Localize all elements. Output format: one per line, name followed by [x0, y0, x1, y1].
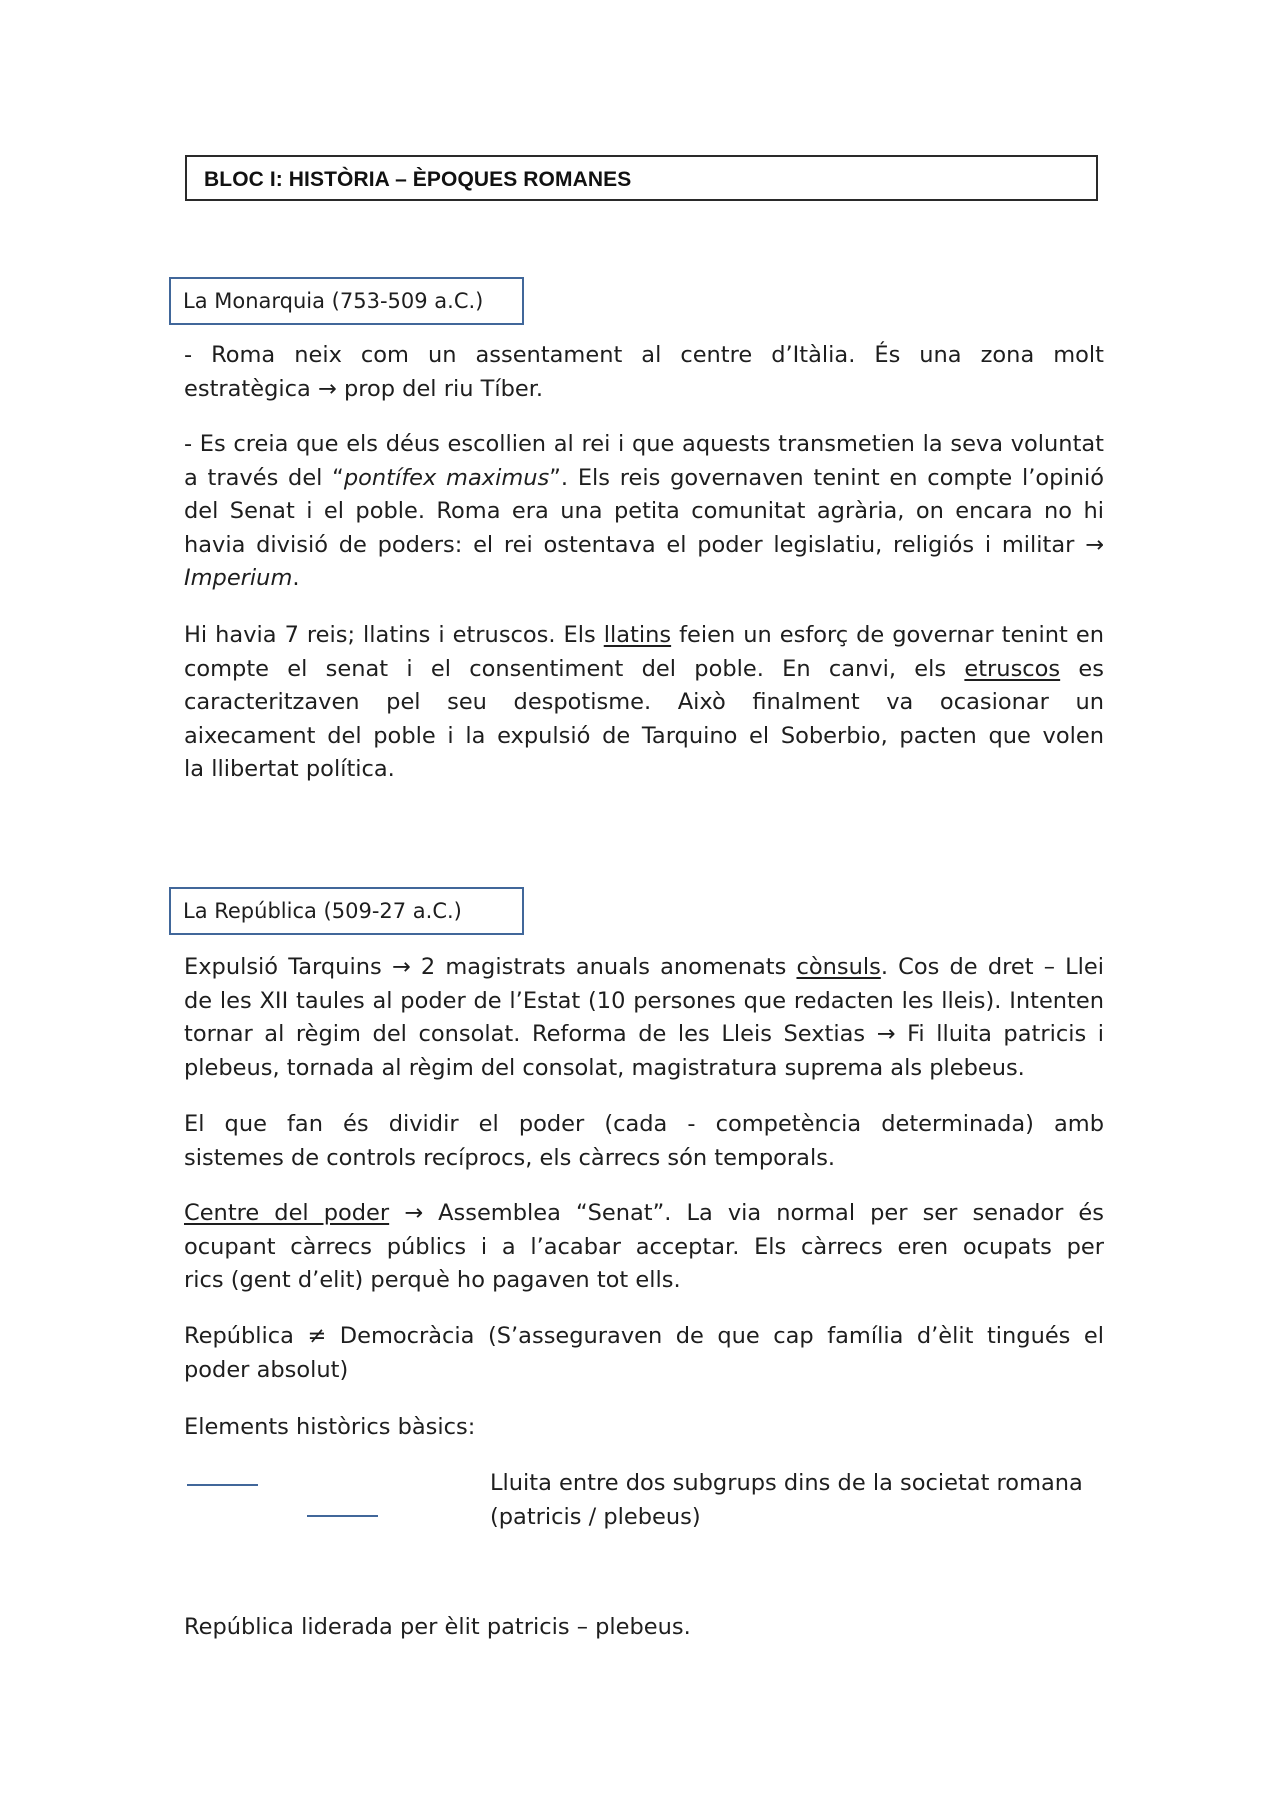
text-line: Lluita entre dos subgrups dins de la societat romana — [490, 1470, 1083, 1496]
text-line: del Senat i el poble. Roma era una petita comunitat agrària, on encara no hi — [184, 498, 1104, 524]
text-fragment: . Cos de dret – Llei — [880, 954, 1104, 980]
text-line: El que fan és dividir el poder (cada - competència determinada) amb — [184, 1111, 1104, 1137]
diagram-line-bottom — [307, 1515, 378, 1517]
text-fragment: Expulsió Tarquins → 2 magistrats anuals anomenats — [184, 954, 797, 980]
italic-term: Imperium — [184, 565, 293, 591]
text-line — [184, 653, 1104, 687]
text-line: Elements històrics bàsics: — [184, 1414, 476, 1440]
paragraph-monarquia-3 — [184, 619, 1104, 787]
underlined-term: cònsuls — [796, 954, 881, 980]
text-line — [184, 1197, 1104, 1231]
text-fragment: compte el senat i el consentiment del poble. En canvi, els — [184, 655, 965, 682]
text-line: la llibertat política. — [184, 756, 395, 782]
text-line: estratègica → prop del riu Tíber. — [184, 375, 544, 402]
text-fragment: Hi havia 7 reis; llatins i etruscos. Els — [184, 622, 604, 648]
text-fragment: → Assemblea “Senat”. La via normal per ser senador és — [389, 1200, 1104, 1226]
section-heading-box-republica — [169, 887, 524, 935]
text-line: sistemes de controls recíprocs, els càrrecs són temporals. — [184, 1144, 836, 1171]
text-line — [184, 619, 1104, 653]
text-line: caracteritzaven pel seu despotisme. Això finalment va ocasionar un — [184, 689, 1104, 715]
underlined-term: Centre del poder — [184, 1200, 390, 1226]
text-line: - Es creia que els déus escollien al rei i que aquests transmetien la seva voluntat — [184, 431, 1104, 457]
paragraph-republica-4 — [184, 1320, 1104, 1387]
text-line: havia divisió de poders: el rei ostentava el poder legislatiu, religiós i militar → — [184, 531, 1104, 558]
text-fragment: es — [1060, 655, 1104, 682]
italic-term: pontífex maximus — [343, 464, 550, 491]
text-line: de les XII taules al poder de l’Estat (10 persones que redacten les lleis). Intenten — [184, 987, 1104, 1014]
text-line: (patricis / plebeus) — [490, 1503, 701, 1530]
paragraph-monarquia-1 — [184, 339, 1104, 406]
paragraph-monarquia-2 — [184, 428, 1104, 596]
text-fragment: a través del “ — [184, 464, 344, 491]
text-line — [184, 951, 1104, 985]
text-line: - Roma neix com un assentament al centre d’Itàlia. És una zona molt — [184, 342, 1104, 368]
paragraph-republica-6 — [490, 1467, 1110, 1534]
text-line: plebeus, tornada al règim del consolat, magistratura suprema als plebeus. — [184, 1054, 1025, 1081]
paragraph-republica-3 — [184, 1197, 1104, 1298]
paragraph-republica-5 — [184, 1411, 1104, 1445]
text-line — [184, 562, 1104, 596]
text-line: tornar al règim del consolat. Reforma de les Lleis Sextias → Fi lluita patricis i — [184, 1021, 1104, 1047]
text-fragment: . — [292, 565, 300, 591]
section-heading-republica: La República (509-27 a.C.) — [183, 899, 462, 923]
underlined-term: llatins — [603, 622, 672, 648]
paragraph-republica-2 — [184, 1108, 1104, 1175]
paragraph-republica-1 — [184, 951, 1104, 1085]
text-line: República liderada per èlit patricis – plebeus. — [184, 1614, 691, 1640]
text-line: rics (gent d’elit) perquè ho pagaven tot ells. — [184, 1267, 681, 1293]
text-fragment: feien un esforç de governar tenint en — [671, 622, 1104, 648]
page-title: BLOC I: HISTÒRIA – ÈPOQUES ROMANES — [204, 168, 632, 191]
text-fragment: ”. Els reis governaven tenint en compte l’opinió — [549, 464, 1104, 491]
underlined-term: etruscos — [964, 655, 1061, 682]
text-line: ocupant càrrecs públics i a l’acabar acceptar. Els càrrecs eren ocupats per — [184, 1233, 1104, 1260]
text-line: República ≠ Democràcia (S’asseguraven de que cap família d’èlit tingués el — [184, 1323, 1104, 1349]
text-line: aixecament del poble i la expulsió de Tarquino el Soberbio, pacten que volen — [184, 722, 1104, 749]
section-heading-box-monarquia — [169, 277, 524, 325]
text-line: poder absolut) — [184, 1356, 349, 1383]
paragraph-republica-7 — [184, 1611, 1104, 1645]
text-line — [184, 462, 1104, 496]
diagram-line-top — [187, 1484, 258, 1486]
title-box — [185, 155, 1098, 201]
section-heading-monarquia: La Monarquia (753-509 a.C.) — [183, 289, 484, 313]
